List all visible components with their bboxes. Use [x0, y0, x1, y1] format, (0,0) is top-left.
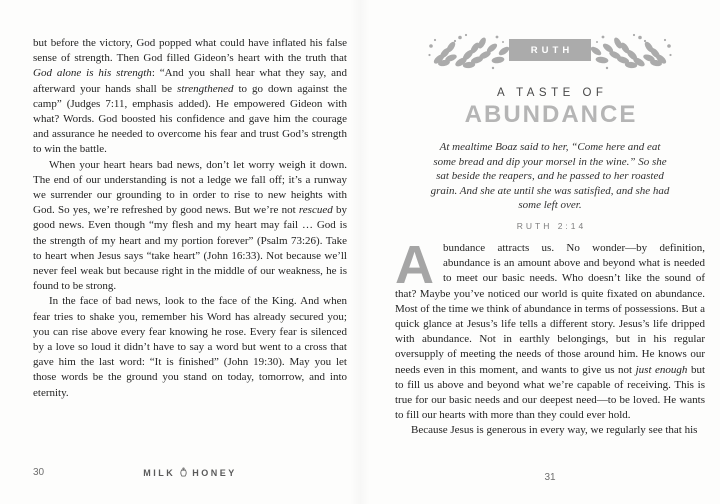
- text-run: by good news. Even though “my flesh and my heart may fail … God is the strength of my heart and my portion forever” (Psalm 73:26). Take to heart when Jesus says “take heart” (John 16:33). Not because we’ll never feel weak but because right in the middle of our weakness, he is found to be strong.: [33, 204, 347, 293]
- brand-word-honey: HONEY: [192, 467, 237, 478]
- text-run: God alone is his strength: [33, 67, 152, 80]
- text-run: but to fill us above and beyond what we’re capable of receiving. This is true for our basic needs and our deepest need—to be loved. He wants to fill our hearts with more than they could ever hold.: [395, 363, 705, 422]
- paragraph: [33, 36, 347, 158]
- text-run: : “And you shall hear what they say, and afterward your hands shall be: [33, 67, 347, 95]
- text-run: rescued: [298, 204, 333, 217]
- chapter-tag-label: RUTH: [530, 45, 574, 56]
- text-run: but before the victory, God popped what could have inflated his false sense of strength. Then God filled Gideon’s heart with the truth that: [33, 37, 347, 65]
- right-body-text: [395, 235, 705, 439]
- text-run: just enough: [635, 363, 688, 376]
- brand-word-milk: MILK: [143, 467, 176, 478]
- paragraph: [395, 235, 705, 423]
- paragraph: [395, 423, 705, 438]
- leaf-sprig-icon-left: [427, 32, 509, 74]
- page-number-left: 30: [33, 467, 45, 478]
- text-run: to go down against the camp” (Judges 7:11, emphasis added). He empowered Gideon with what? Words. God boosted his confidence and gave him the courage and assurance he needed to overcome his fear and trust God’s strength to win the battle.: [33, 82, 347, 156]
- honey-pot-icon: [178, 467, 189, 478]
- page-gutter: [350, 0, 370, 504]
- right-page-footer: [395, 467, 705, 485]
- text-run: Because Jesus is generous in every way, we regularly see that his: [411, 424, 698, 437]
- paragraph: [33, 294, 347, 400]
- text-run: When your heart hears bad news, don’t let worry weigh it down. The end of our understanding is not a ledge we fall off; it’s a runway we surrender our grounding to in order to rise to new heights with God. So yes, we’re refreshed by good news. But we’re not: [33, 158, 347, 217]
- left-body-text: [33, 36, 347, 401]
- text-run: bundance attracts us. No wonder—by definition, abundance is an amount above and beyond what is needed to meet our basic needs. Who doesn’t like the sound of that? Maybe you’ve noticed our world is quite fixated on abundance. Most of the time we think of abundance in terms of possessions. But a quick glance at Jesus’s life tells a different story. Jesus’s life dripped with abundance. Not in earthly belongings, but in his regular oversupply of meeting the needs of those around him. He knows our needs even in this moment, and wants to give us not: [395, 242, 705, 376]
- text-run: In the face of bad news, look to the face of the King. And when fear tries to shake you, remember his Word has already secured you; you can rise above every fear knowing he rose. Every fear is silenced by a love so loud it didn’t have to say a word but went to a cross that gave him the last word: “It is finished” (John 19:30). May you let those words be the ground you stand on today, tomorrow, and into eternity.: [33, 295, 347, 399]
- brand-logo: [33, 467, 347, 478]
- chapter-header: [395, 0, 705, 231]
- leaf-sprig-icon-right: [591, 32, 673, 74]
- chapter-ornament: [395, 32, 705, 74]
- paragraph: [33, 158, 347, 295]
- chapter-title-main: ABUNDANCE: [464, 101, 638, 128]
- chapter-tag-banner: [509, 39, 591, 61]
- text-run: strengthened: [177, 82, 234, 95]
- left-page-footer: [33, 467, 347, 481]
- chapter-title-kicker: A TASTE OF: [497, 87, 608, 99]
- scripture-reference: RUTH 2:14: [516, 220, 587, 231]
- page-number-right: 31: [544, 472, 556, 483]
- scripture-epigraph: At mealtime Boaz said to her, “Come here and eat some bread and dip your morsel in the wine.” So she sat beside the reapers, and he passed to her roasted grain. And she ate until she was satisfied, and she had some left over.: [430, 141, 670, 212]
- drop-cap: A: [395, 235, 434, 295]
